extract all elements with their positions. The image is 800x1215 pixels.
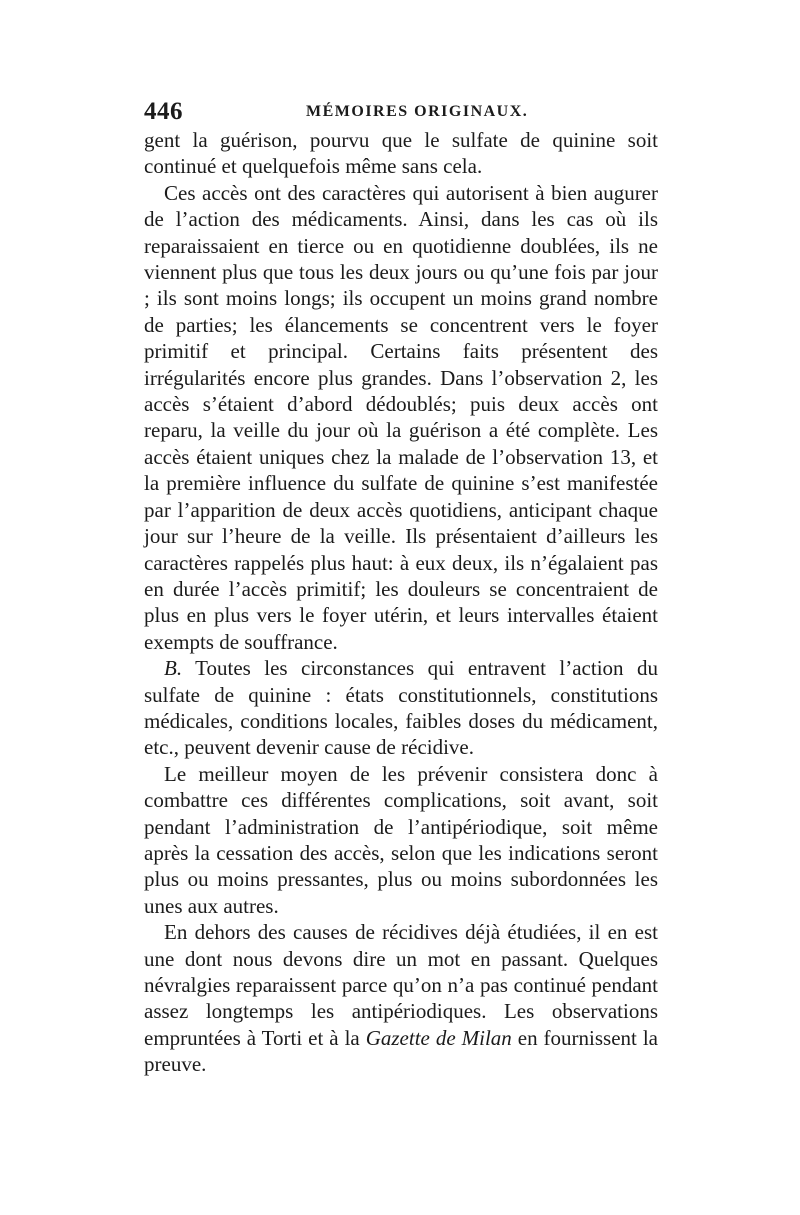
section-label: B.: [164, 656, 183, 681]
page-number: 446: [144, 98, 183, 125]
paragraph-acces-caracteres: [144, 180, 658, 655]
paragraph-section-b: [144, 655, 658, 761]
paragraph-text: Ces accès ont des caractères qui autorisent à bien augurer de l’action des médicaments. Ainsi, dans les cas où ils reparaissaient en tierce ou en quotidienne doublées, ils ne viennent plus que tous les deux jours ou qu’une fois par jour ; ils sont moins longs; ils occupent un moins grand nombre de parties; les élancements se concentrent vers le foyer primitif et principal. Certains faits présentent des irrégularités encore plus grandes. Dans l’observation 2, les accès s’étaient d’abord dédoublés; puis deux accès ont reparu, la veille du jour où la guérison a été complète. Les accès étaient uniques chez la malade de l’observation 13, et la première influence du sulfate de quinine s’est manifestée par l’apparition de deux accès quotidiens, anticipant chaque jour sur l’heure de la veille. Ils présentaient d’ailleurs les caractères rappelés plus haut: à eux deux, ils n’égalaient pas en durée l’accès primitif; les douleurs se concentraient de plus en plus vers le foyer utérin, et leurs intervalles étaient exempts de souffrance.: [144, 180, 658, 654]
paragraph-text: en fournissent la preuve.: [144, 1025, 658, 1077]
paragraph-meilleur-moyen: [144, 761, 658, 919]
page-header: [144, 98, 664, 126]
paragraph-text: Le meilleur moyen de les prévenir consistera donc à combattre ces différentes complications, soit avant, soit pendant l’administration de l’antipériodique, soit même après la cessation des accès, selon que les indications seront plus ou moins pressantes, plus ou moins subordonnées les unes aux autres.: [144, 761, 658, 918]
running-head: MÉMOIRES ORIGINAUX.: [306, 103, 529, 120]
paragraph-text: En dehors des causes de récidives déjà étudiées, il en est une dont nous devons dire un mot en passant. Quelques névralgies reparaissent parce qu’on n’a pas continué pendant assez longtemps les antipériodiques. Les observations empruntées à Torti et à la: [144, 920, 658, 1050]
paragraph-en-dehors: [144, 919, 658, 1077]
body-text: [144, 127, 658, 1078]
paragraph-continuation: [144, 127, 658, 180]
paragraph-text: gent la guérison, pourvu que le sulfate de quinine soit continué et quelquefois même sans cela.: [144, 128, 658, 179]
paragraph-text: Toutes les circonstances qui entravent l’action du sulfate de quinine : états constitutionnels, constitutions médicales, conditions locales, faibles doses du médicament, etc., peuvent devenir cause de récidive.: [144, 656, 658, 760]
journal-title: Gazette de Milan: [365, 1025, 512, 1050]
